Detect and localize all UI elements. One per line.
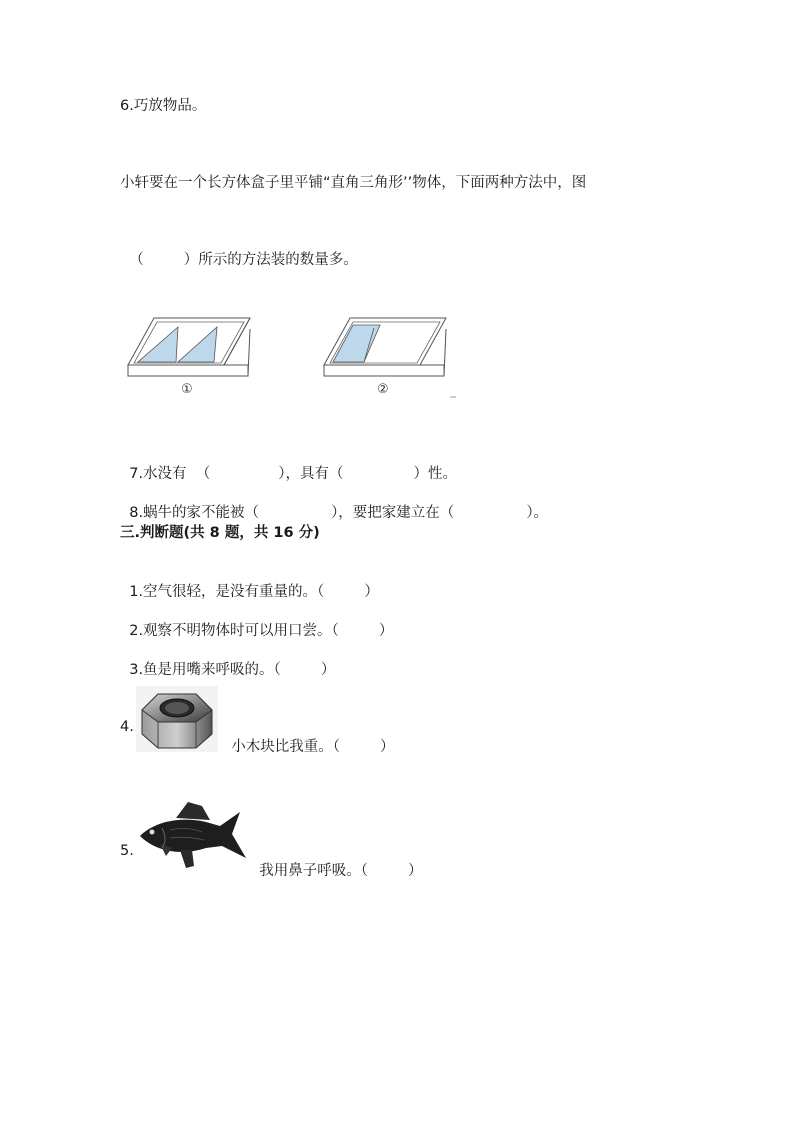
tf-1-text: 1.空气很轻，是没有重量的。（ [129, 584, 325, 600]
tf-2-close: ） [378, 623, 394, 639]
q7-text-b: ），具有（ [278, 466, 344, 482]
answer-open-paren: （ [129, 252, 144, 268]
tf-item-3 [120, 640, 335, 680]
tf-5-number: 5. [120, 843, 134, 859]
q8-text-a: 8.蜗牛的家不能被（ [129, 505, 260, 521]
q6-title: 6.巧放物品。 [120, 98, 207, 114]
tf-3-text: 3.鱼是用嘴来呼吸的。（ [129, 662, 281, 678]
tf-item-5 [250, 841, 422, 881]
section-title: 三.判断题(共 8 题，共 16 分) [120, 525, 320, 541]
fig1-caption: ① [181, 382, 193, 397]
q6-statement-cont [120, 230, 358, 270]
q8-text-c: ）。 [526, 505, 549, 521]
tf-item-4 [222, 717, 394, 757]
hex-nut-icon [136, 686, 218, 752]
tf-item-2 [120, 601, 393, 641]
tf-4-number: 4. [120, 719, 134, 735]
q7-text-c: ）性。 [413, 466, 458, 482]
tf-2-text: 2.观察不明物体时可以用口尝。（ [129, 623, 339, 639]
tf-5-close: ） [407, 863, 423, 879]
q8-text-b: ），要把家建立在（ [331, 505, 455, 521]
q6-statement-rest: ）所示的方法装的数量多。 [183, 252, 358, 268]
tf-4-close: ） [379, 739, 395, 755]
q6-statement: 小轩要在一个长方体盒子里平铺“直角三角形’’物体，下面两种方法中，图 [120, 175, 587, 191]
box-figure-1 [120, 310, 260, 382]
tf-5-text: 我用鼻子呼吸。（ [259, 863, 368, 879]
tf-item-1 [120, 562, 379, 602]
q7 [120, 444, 457, 484]
q8 [120, 483, 548, 523]
q7-text-a: 7.水没有 （ [129, 466, 211, 482]
tf-3-close: ） [320, 662, 336, 678]
tf-1-close: ） [364, 584, 379, 600]
tf-4-text: 小木块比我重。（ [231, 739, 340, 755]
fig2-caption: ② [377, 382, 389, 397]
fish-icon [136, 800, 250, 872]
